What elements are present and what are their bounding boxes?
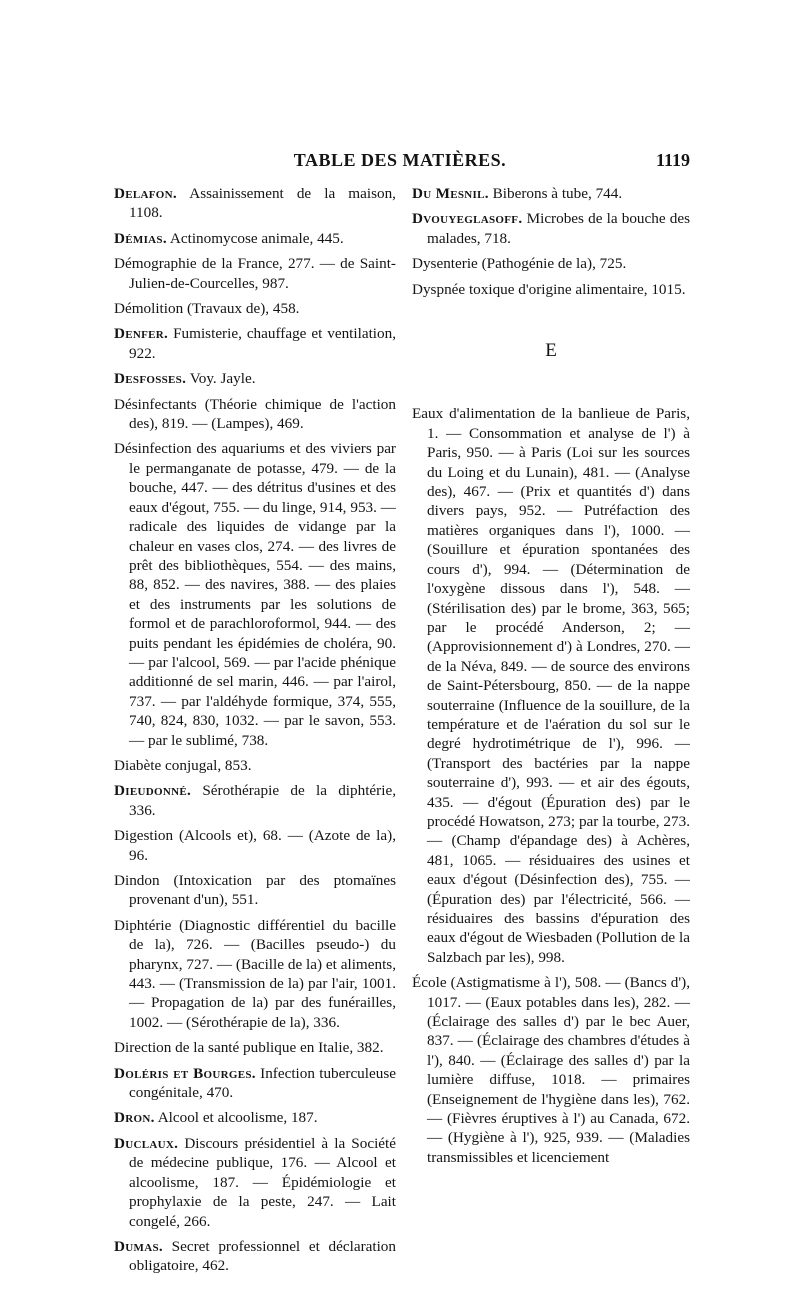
entry-text: Infection tuberculeuse congénitale, 470. bbox=[129, 1064, 396, 1102]
index-entry bbox=[114, 439, 396, 750]
index-entry bbox=[114, 756, 396, 775]
entry-text: École (Astigmatisme à l'), 508. — (Bancs d'), 1017. — (Eaux potables dans les), 282. — (Éclairage des salles d') par le bec Auer, 837. — (Éclairage des chambres d'études à l'), 840. — (Éclairage des salles d') par la lumière diffuse, 1018. — primaires (Enseignement de l'hygiène dans les), 762. — (Fièvres éruptives à l') au Canada, 672. — (Hygiène à l'), 925, 939. — (Maladies transmissibles et licenciement bbox=[412, 974, 690, 1166]
entry-author: Démias. bbox=[114, 229, 167, 247]
entry-author: Delafon. bbox=[114, 185, 178, 202]
index-entry bbox=[114, 1038, 396, 1057]
entry-text: Alcool et alcoolisme, 187. bbox=[157, 1109, 318, 1127]
entry-text: Microbes de la bouche des malades, 718. bbox=[427, 210, 691, 247]
entry-text: Démographie de la France, 277. — de Saint-Julien-de-Courcelles, 987. bbox=[114, 255, 396, 292]
entry-text: Dindon (Intoxication par des ptomaïnes provenant d'un), 551. bbox=[114, 872, 396, 909]
index-entry bbox=[412, 404, 690, 967]
right-column-bottom-entries bbox=[412, 404, 690, 1167]
index-entry bbox=[114, 1108, 396, 1127]
entry-text: Fumisterie, chauffage et ventilation, 922. bbox=[129, 325, 397, 362]
entry-text: Direction de la santé publique en Italie, 382. bbox=[114, 1039, 384, 1057]
index-entry bbox=[412, 973, 690, 1167]
index-entry bbox=[412, 280, 690, 299]
index-entry bbox=[412, 209, 690, 248]
index-entry bbox=[114, 826, 396, 865]
index-entry bbox=[114, 324, 396, 363]
section-letter: E bbox=[545, 340, 557, 362]
entry-author: Du Mesnil. bbox=[412, 185, 489, 202]
index-entry bbox=[114, 254, 396, 293]
entry-text: Désinfectants (Théorie chimique de l'action des), 819. — (Lampes), 469. bbox=[114, 395, 396, 433]
index-entry bbox=[114, 184, 396, 223]
entry-author: Denfer. bbox=[114, 325, 169, 343]
index-entry bbox=[114, 395, 396, 434]
index-entry bbox=[114, 1237, 396, 1276]
entry-author: Dvouyeglasoff. bbox=[412, 210, 523, 228]
index-entry bbox=[114, 369, 396, 388]
entry-text: Diabète conjugal, 853. bbox=[114, 756, 252, 774]
index-entry bbox=[114, 871, 396, 910]
entry-text: Démolition (Travaux de), 458. bbox=[114, 300, 300, 318]
index-entry bbox=[412, 254, 690, 273]
entry-author: Desfosses. bbox=[114, 370, 187, 388]
running-title: TABLE DES MATIÈRES. bbox=[293, 150, 507, 170]
entry-author: Dron. bbox=[114, 1109, 155, 1127]
left-column bbox=[114, 184, 396, 1282]
index-entry bbox=[114, 1064, 396, 1103]
entry-author: Duclaux. bbox=[114, 1134, 179, 1152]
entry-text: Discours présidentiel à la Société de médecine publique, 176. — Alcool et alcoolisme, 187. — Épidémiologie et prophylaxie de la peste, 247. — Lait congelé, 266. bbox=[129, 1134, 397, 1230]
page-number: 1119 bbox=[655, 150, 690, 170]
entry-author: Doléris et Bourges. bbox=[114, 1064, 256, 1082]
entry-text: Secret professionnel et déclaration obligatoire, 462. bbox=[129, 1237, 396, 1275]
entry-text: Assainissement de la maison, 1108. bbox=[129, 185, 396, 222]
index-entry bbox=[114, 1134, 396, 1231]
entry-text: Voy. Jayle. bbox=[189, 370, 256, 388]
index-entry bbox=[114, 916, 396, 1032]
entry-text: Digestion (Alcools et), 68. — (Azote de la), 96. bbox=[114, 827, 396, 864]
index-entry bbox=[412, 184, 690, 203]
index-entry bbox=[114, 299, 396, 318]
index-entry bbox=[114, 781, 396, 820]
entry-text: Diphtérie (Diagnostic différentiel du bacille de la), 726. — (Bacilles pseudo-) du pharynx, 727. — (Bacille de la) et aliments, 443. — (Transmission de la) par l'air, 1001. — Propagation de la) par des funérailles, 1002. — (Sérothérapie de la), 336. bbox=[114, 916, 396, 1031]
entry-text: Biberons à tube, 744. bbox=[492, 185, 623, 202]
entry-text: Désinfection des aquariums et des viviers par le permanganate de potasse, 479. — de la bouche, 447. — des détritus d'usines et des eaux d'égout, 755. — du linge, 914, 953. — radicale des liquides de vidange par la chaleur en vases clos, 274. — des livres de prêt des bibliothèques, 554. — des mains, 88, 852. — des navires, 388. — des plaies et des instruments par les solutions de formol et de parachloroformol, 944. — des puits pendant les épidémies de choléra, 90. — par l'alcool, 569. — par l'acide phénique additionné de sel marin, 446. — par l'airol, 737. — par l'aldéhyde formique, 374, 555, 740, 824, 830, 1032. — par le savon, 553. — par le sublimé, 738. bbox=[114, 440, 396, 749]
page-header bbox=[110, 150, 690, 174]
entry-text: Dyspnée toxique d'origine alimentaire, 1015. bbox=[412, 280, 686, 298]
entry-text: Eaux d'alimentation de la banlieue de Paris, 1. — Consommation et analyse de l') à Paris, 950. — à Paris (Loi sur les sources du Loing et du Lunain), 481. — (Analyse des), 467. — (Prix et quantités d') dans divers pays, 952. — Putréfaction des matières organiques dans l'), 1000. — (Souillure et épuration spontanées des cours d'), 994. — (Détermination de l'oxygène dissous dans l'), 548. — (Stérilisation des) par le brome, 363, 565; par le procédé Anderson, 2; — (Approvisionnement d') à Londres, 270. — de la Néva, 849. — de source des environs de Saint-Pétersbourg, 850. — de la nappe souterraine (Influence de la souillure, de la température et de l'aération du sol sur le degré hydrotimétrique de l'), 996. — (Transport des bactéries par la nappe souterraine d'), 993. — et air des égouts, 435. — d'égout (Épuration des) par le procédé Howatson, 273; par la tourbe, 273. — (Champ d'épandage des) à Achères, 481, 1065. — résiduaires des usines et eaux d'égout (Désinfection des), 755. — (Épuration des) par l'électricité, 566. — résiduaires des bassins d'épuration des eaux d'égout de Wiesbaden (Pollution de la Salzbach par les), 998. bbox=[412, 405, 690, 966]
entry-text: Actinomycose animale, 445. bbox=[169, 229, 344, 247]
right-column-top-entries bbox=[412, 184, 690, 299]
index-entry bbox=[114, 229, 396, 248]
entry-text: Dysenterie (Pathogénie de la), 725. bbox=[412, 255, 627, 273]
right-column bbox=[412, 184, 690, 1173]
entry-author: Dumas. bbox=[114, 1237, 163, 1255]
entry-author: Dieudonné. bbox=[114, 782, 192, 800]
entry-text: Sérothérapie de la diphtérie, 336. bbox=[129, 782, 396, 819]
